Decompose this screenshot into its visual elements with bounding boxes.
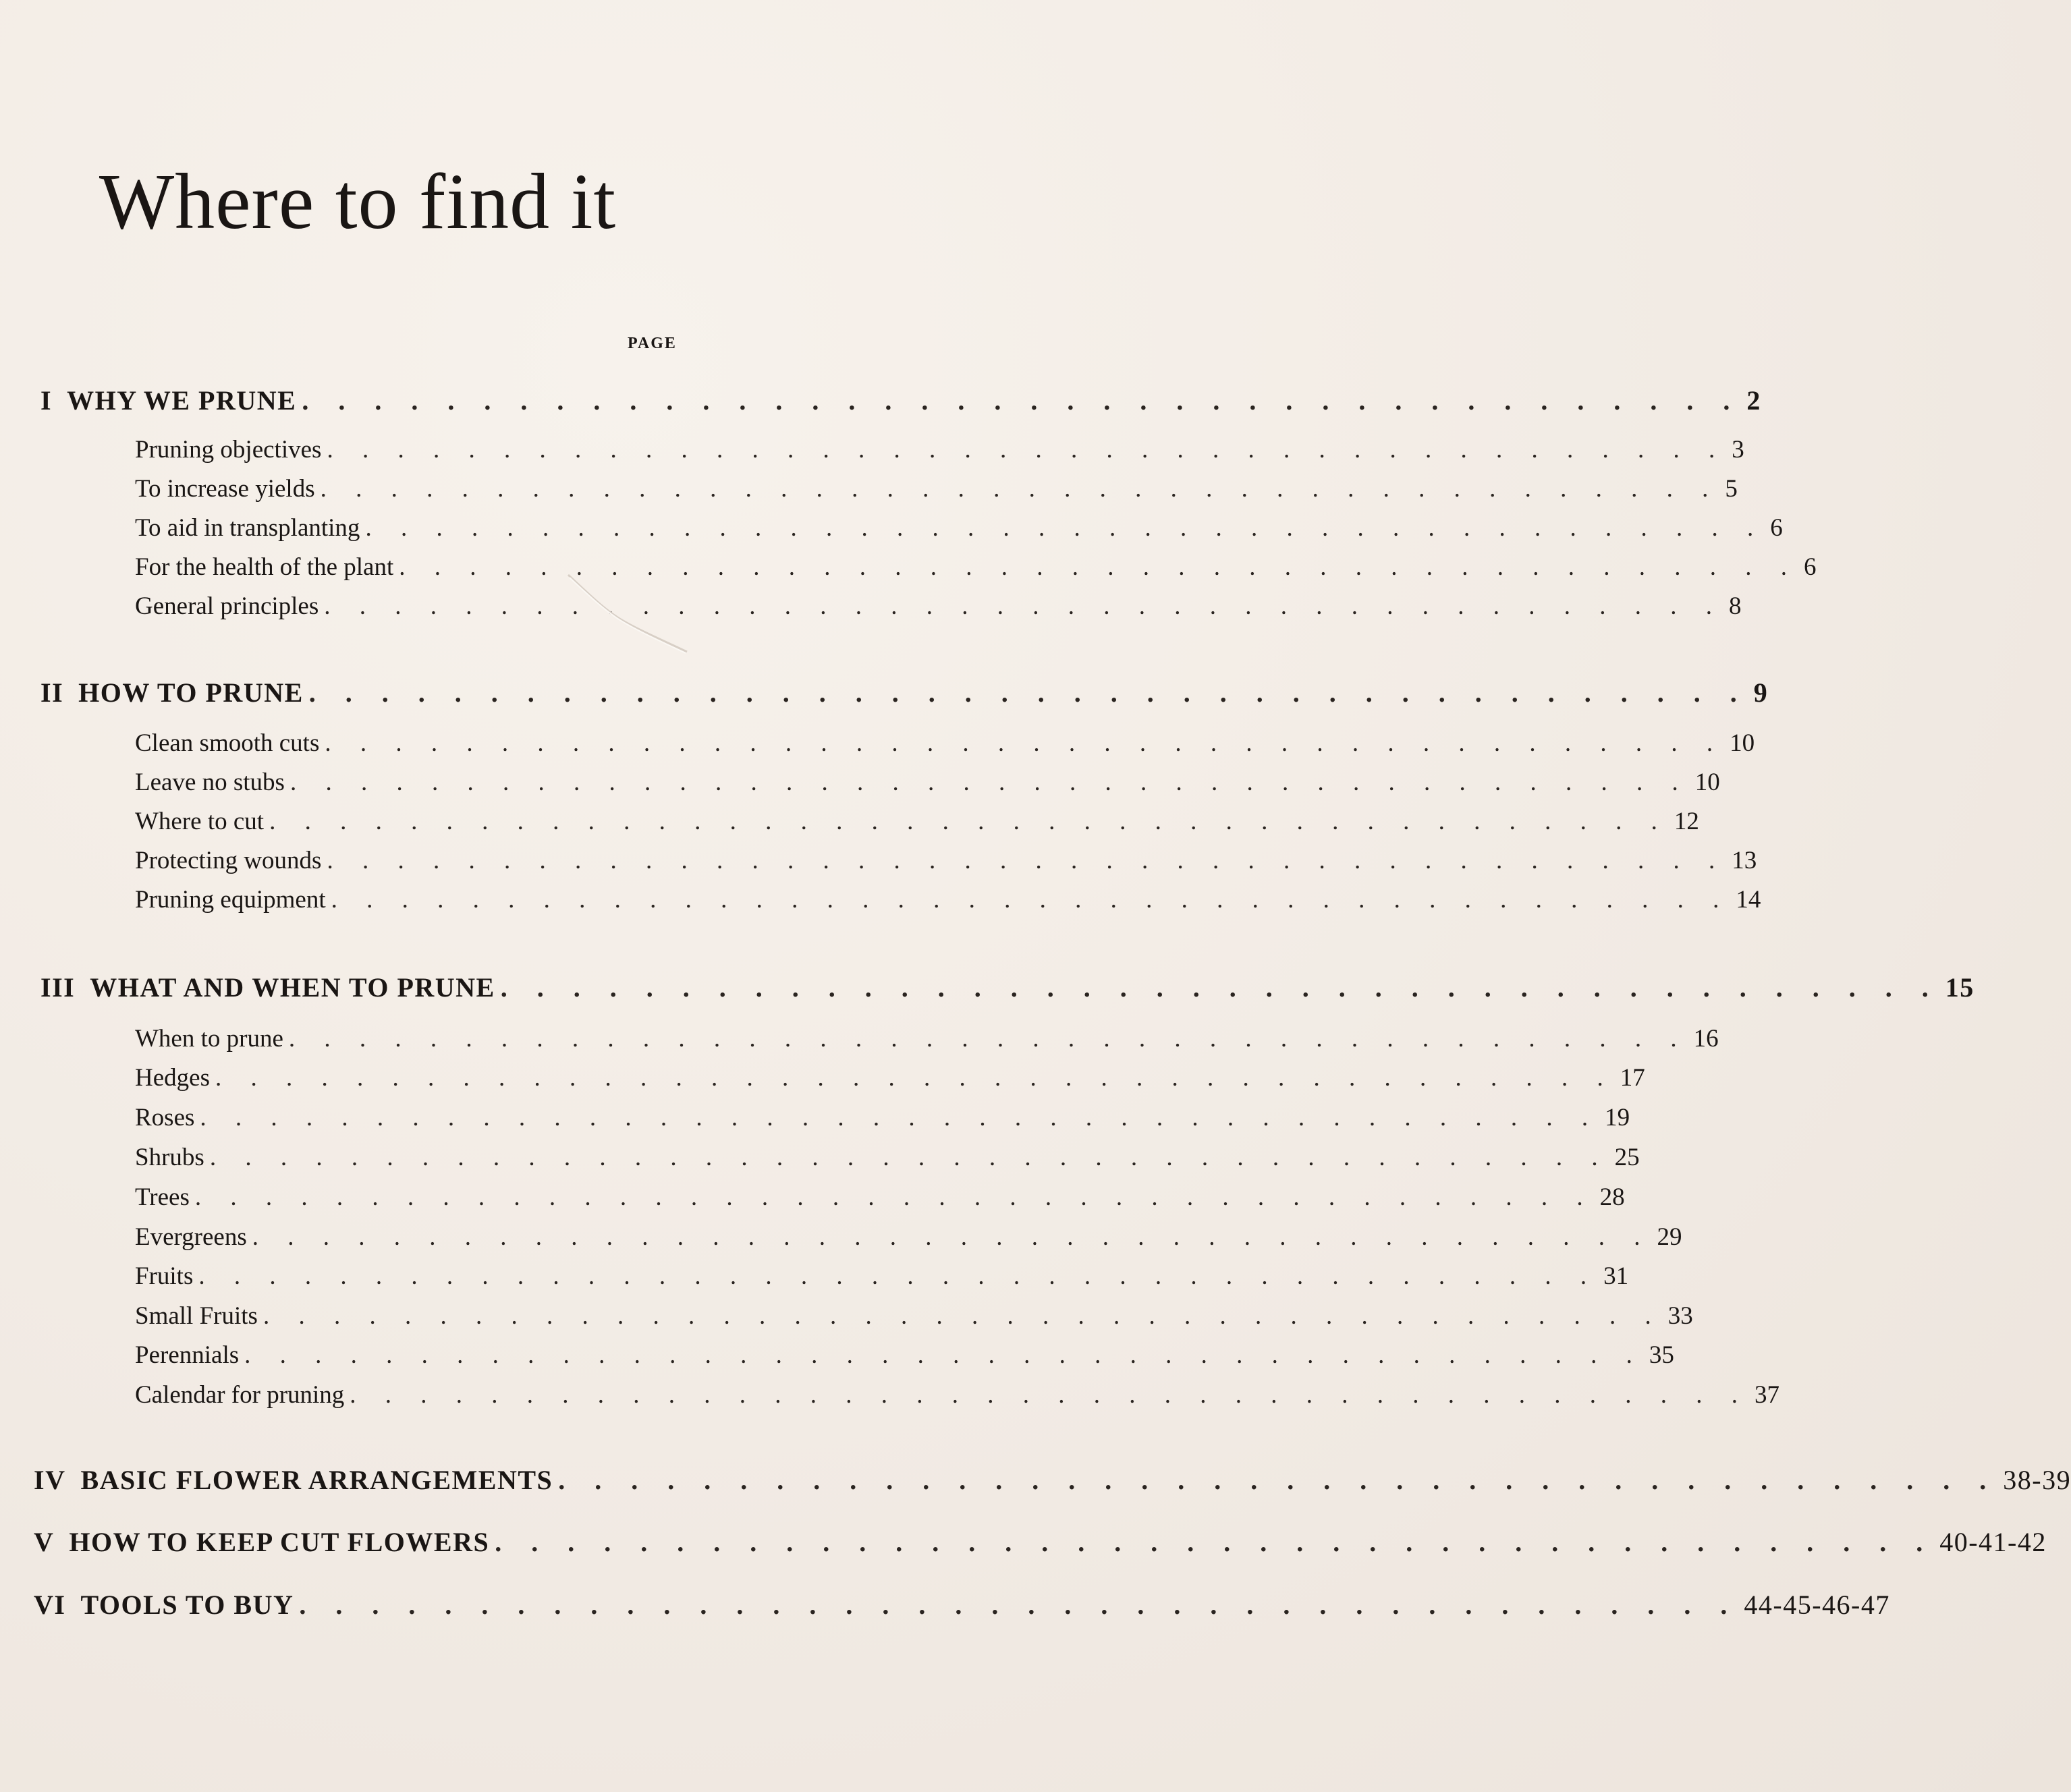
entry-title: Fruits (135, 1262, 194, 1290)
page-title: Where to find it (99, 157, 617, 246)
entry-title: Evergreens (135, 1223, 247, 1251)
dot-leader: . . . . . . . . . . . . . . . . . . . . . . . . . . . . . . . . . . . . . . . . (325, 729, 1725, 757)
entry-title: General principles (135, 592, 319, 620)
dot-leader: . . . . . . . . . . . . . . . . . . . . . . . . . . . . . . . . . . . . . . . . (327, 847, 1727, 874)
dot-leader: . . . . . . . . . . . . . . . . . . . . . . . . . . . . . . . . . . . . . . . . (299, 1590, 1739, 1620)
entry-title: Calendar for pruning (135, 1381, 345, 1409)
page-number: 28 (1599, 1183, 1625, 1211)
section-title: BASIC FLOWER ARRANGEMENTS (80, 1465, 553, 1495)
dot-leader: . . . . . . . . . . . . . . . . . . . . . . . . . . . . . . . . . . . . . . . . (302, 385, 1742, 416)
page-number: 44-45-46-47 (1744, 1590, 1890, 1620)
toc-entry (135, 1223, 1682, 1256)
toc-entry (135, 885, 1761, 919)
toc-entry (135, 1103, 1630, 1137)
entry-title: Roses (135, 1104, 195, 1131)
page-number: 6 (1770, 514, 1783, 542)
entry-title: Trees (135, 1183, 190, 1211)
section-title: TOOLS TO BUY (80, 1590, 294, 1620)
toc-section-how-to-keep-cut-flowers (34, 1526, 2047, 1560)
dot-leader: . . . . . . . . . . . . . . . . . . . . . . . . . . . . . . . . . . . . . . . . (198, 1262, 1599, 1290)
page-number: 40-41-42 (1939, 1527, 2047, 1557)
section-title: WHY WE PRUNE (67, 385, 297, 416)
toc-entry (135, 1024, 1719, 1058)
section-numeral: I (40, 385, 53, 416)
page-number: 14 (1736, 886, 1761, 914)
dot-leader: . . . . . . . . . . . . . . . . . . . . . . . . . . . . . . . . . . . . . . . . (500, 972, 1940, 1003)
page-number: 35 (1649, 1341, 1674, 1369)
page-number: 31 (1603, 1262, 1629, 1290)
dot-leader: . . . . . . . . . . . . . . . . . . . . . . . . . . . . . . . . . . . . . . . . (289, 768, 1690, 796)
toc-entry (135, 592, 1742, 625)
toc-section-how-to-prune (40, 677, 1769, 710)
entry-title: To increase yields (135, 475, 315, 503)
page-number: 12 (1674, 808, 1699, 835)
page-number: 5 (1725, 475, 1738, 503)
toc-entry (135, 768, 1720, 802)
dot-leader: . . . . . . . . . . . . . . . . . . . . . . . . . . . . . . . . . . . . . . . . (327, 436, 1727, 464)
entry-title: Where to cut (135, 808, 265, 835)
dot-leader: . . . . . . . . . . . . . . . . . . . . . . . . . . . . . . . . . . . . . . . . (252, 1223, 1652, 1251)
toc-entry (135, 435, 1744, 469)
page-number: 6 (1804, 553, 1817, 581)
toc-section-tools-to-buy (34, 1589, 1890, 1623)
dot-leader: . . . . . . . . . . . . . . . . . . . . . . . . . . . . . . . . . . . . . . . . (308, 677, 1748, 708)
toc-entry (135, 513, 1783, 547)
dot-leader: . . . . . . . . . . . . . . . . . . . . . . . . . . . . . . . . . . . . . . . . (194, 1183, 1595, 1211)
section-numeral: V (34, 1527, 55, 1557)
section-numeral: II (40, 677, 64, 708)
dot-leader: . . . . . . . . . . . . . . . . . . . . . . . . . . . . . . . . . . . . . . . . (263, 1302, 1663, 1330)
page-number: 8 (1729, 592, 1742, 620)
dot-leader: . . . . . . . . . . . . . . . . . . . . . . . . . . . . . . . . . . . . . . . . (288, 1025, 1688, 1053)
section-title: HOW TO PRUNE (78, 677, 304, 708)
dot-leader: . . . . . . . . . . . . . . . . . . . . . . . . . . . . . . . . . . . . . . . . (215, 1064, 1615, 1092)
entry-title: For the health of the plant (135, 553, 394, 581)
entry-title: Perennials (135, 1341, 240, 1369)
dot-leader: . . . . . . . . . . . . . . . . . . . . . . . . . . . . . . . . . . . . . . . . (350, 1381, 1750, 1409)
page-number: 3 (1732, 436, 1744, 464)
dot-leader: . . . . . . . . . . . . . . . . . . . . . . . . . . . . . . . . . . . . . . . . (558, 1465, 1998, 1495)
toc-entry (135, 1143, 1640, 1177)
section-numeral: IV (34, 1465, 66, 1495)
entry-title: Pruning objectives (135, 436, 322, 464)
toc-section-why-we-prune (40, 385, 1761, 418)
toc-entry (135, 1301, 1693, 1335)
page-number: 13 (1732, 847, 1757, 874)
entry-title: Leave no stubs (135, 768, 285, 796)
section-title: WHAT AND WHEN TO PRUNE (90, 972, 495, 1003)
entry-title: When to prune (135, 1025, 283, 1053)
entry-title: Shrubs (135, 1144, 204, 1171)
entry-title: Pruning equipment (135, 886, 326, 914)
page-number: 10 (1730, 729, 1755, 757)
dot-leader: . . . . . . . . . . . . . . . . . . . . . . . . . . . . . . . . . . . . . . . . (495, 1527, 1935, 1557)
section-numeral: III (40, 972, 76, 1003)
toc-entry (135, 1183, 1625, 1216)
dot-leader: . . . . . . . . . . . . . . . . . . . . . . . . . . . . . . . . . . . . . . . . (365, 514, 1765, 542)
page-number: 16 (1693, 1025, 1719, 1053)
section-title: HOW TO KEEP CUT FLOWERS (69, 1527, 490, 1557)
entry-title: Small Fruits (135, 1302, 258, 1330)
entry-title: Protecting wounds (135, 847, 322, 874)
section-numeral: VI (34, 1590, 66, 1620)
page-column-header: PAGE (628, 335, 677, 352)
page-number: 19 (1605, 1104, 1630, 1131)
toc-entry (135, 729, 1755, 762)
page-number: 15 (1945, 972, 1975, 1003)
entry-title: Hedges (135, 1064, 210, 1092)
page-number: 25 (1614, 1144, 1640, 1171)
page-number: 37 (1755, 1381, 1780, 1409)
dot-leader: . . . . . . . . . . . . . . . . . . . . . . . . . . . . . . . . . . . . . . . . (399, 553, 1799, 581)
dot-leader: . . . . . . . . . . . . . . . . . . . . . . . . . . . . . . . . . . . . . . . . (331, 886, 1731, 914)
page-number: 29 (1657, 1223, 1682, 1251)
toc-entry (135, 807, 1699, 841)
entry-title: Clean smooth cuts (135, 729, 320, 757)
toc-entry (135, 1341, 1674, 1374)
page-number: 10 (1694, 768, 1720, 796)
dot-leader: . . . . . . . . . . . . . . . . . . . . . . . . . . . . . . . . . . . . . . . . (324, 592, 1723, 620)
toc-entry (135, 553, 1817, 586)
entry-title: To aid in transplanting (135, 514, 360, 542)
dot-leader: . . . . . . . . . . . . . . . . . . . . . . . . . . . . . . . . . . . . . . . . (269, 808, 1669, 835)
toc-entry (135, 846, 1757, 880)
toc-section-basic-flower-arrangements (34, 1464, 2071, 1498)
dot-leader: . . . . . . . . . . . . . . . . . . . . . . . . . . . . . . . . . . . . . . . . (320, 475, 1720, 503)
toc-section-what-and-when-to-prune (40, 972, 1975, 1005)
page-number: 17 (1620, 1064, 1645, 1092)
toc-entry (135, 1262, 1629, 1295)
dot-leader: . . . . . . . . . . . . . . . . . . . . . . . . . . . . . . . . . . . . . . . . (209, 1144, 1609, 1171)
page-number: 2 (1746, 385, 1761, 416)
page-number: 9 (1753, 677, 1769, 708)
page-number: 33 (1667, 1302, 1693, 1330)
dot-leader: . . . . . . . . . . . . . . . . . . . . . . . . . . . . . . . . . . . . . . . . (200, 1104, 1600, 1131)
toc-entry (135, 1063, 1645, 1097)
toc-entry (135, 1380, 1780, 1414)
page-number: 38-39 (2003, 1465, 2071, 1495)
toc-entry (135, 474, 1738, 508)
dot-leader: . . . . . . . . . . . . . . . . . . . . . . . . . . . . . . . . . . . . . . . . (244, 1341, 1644, 1369)
